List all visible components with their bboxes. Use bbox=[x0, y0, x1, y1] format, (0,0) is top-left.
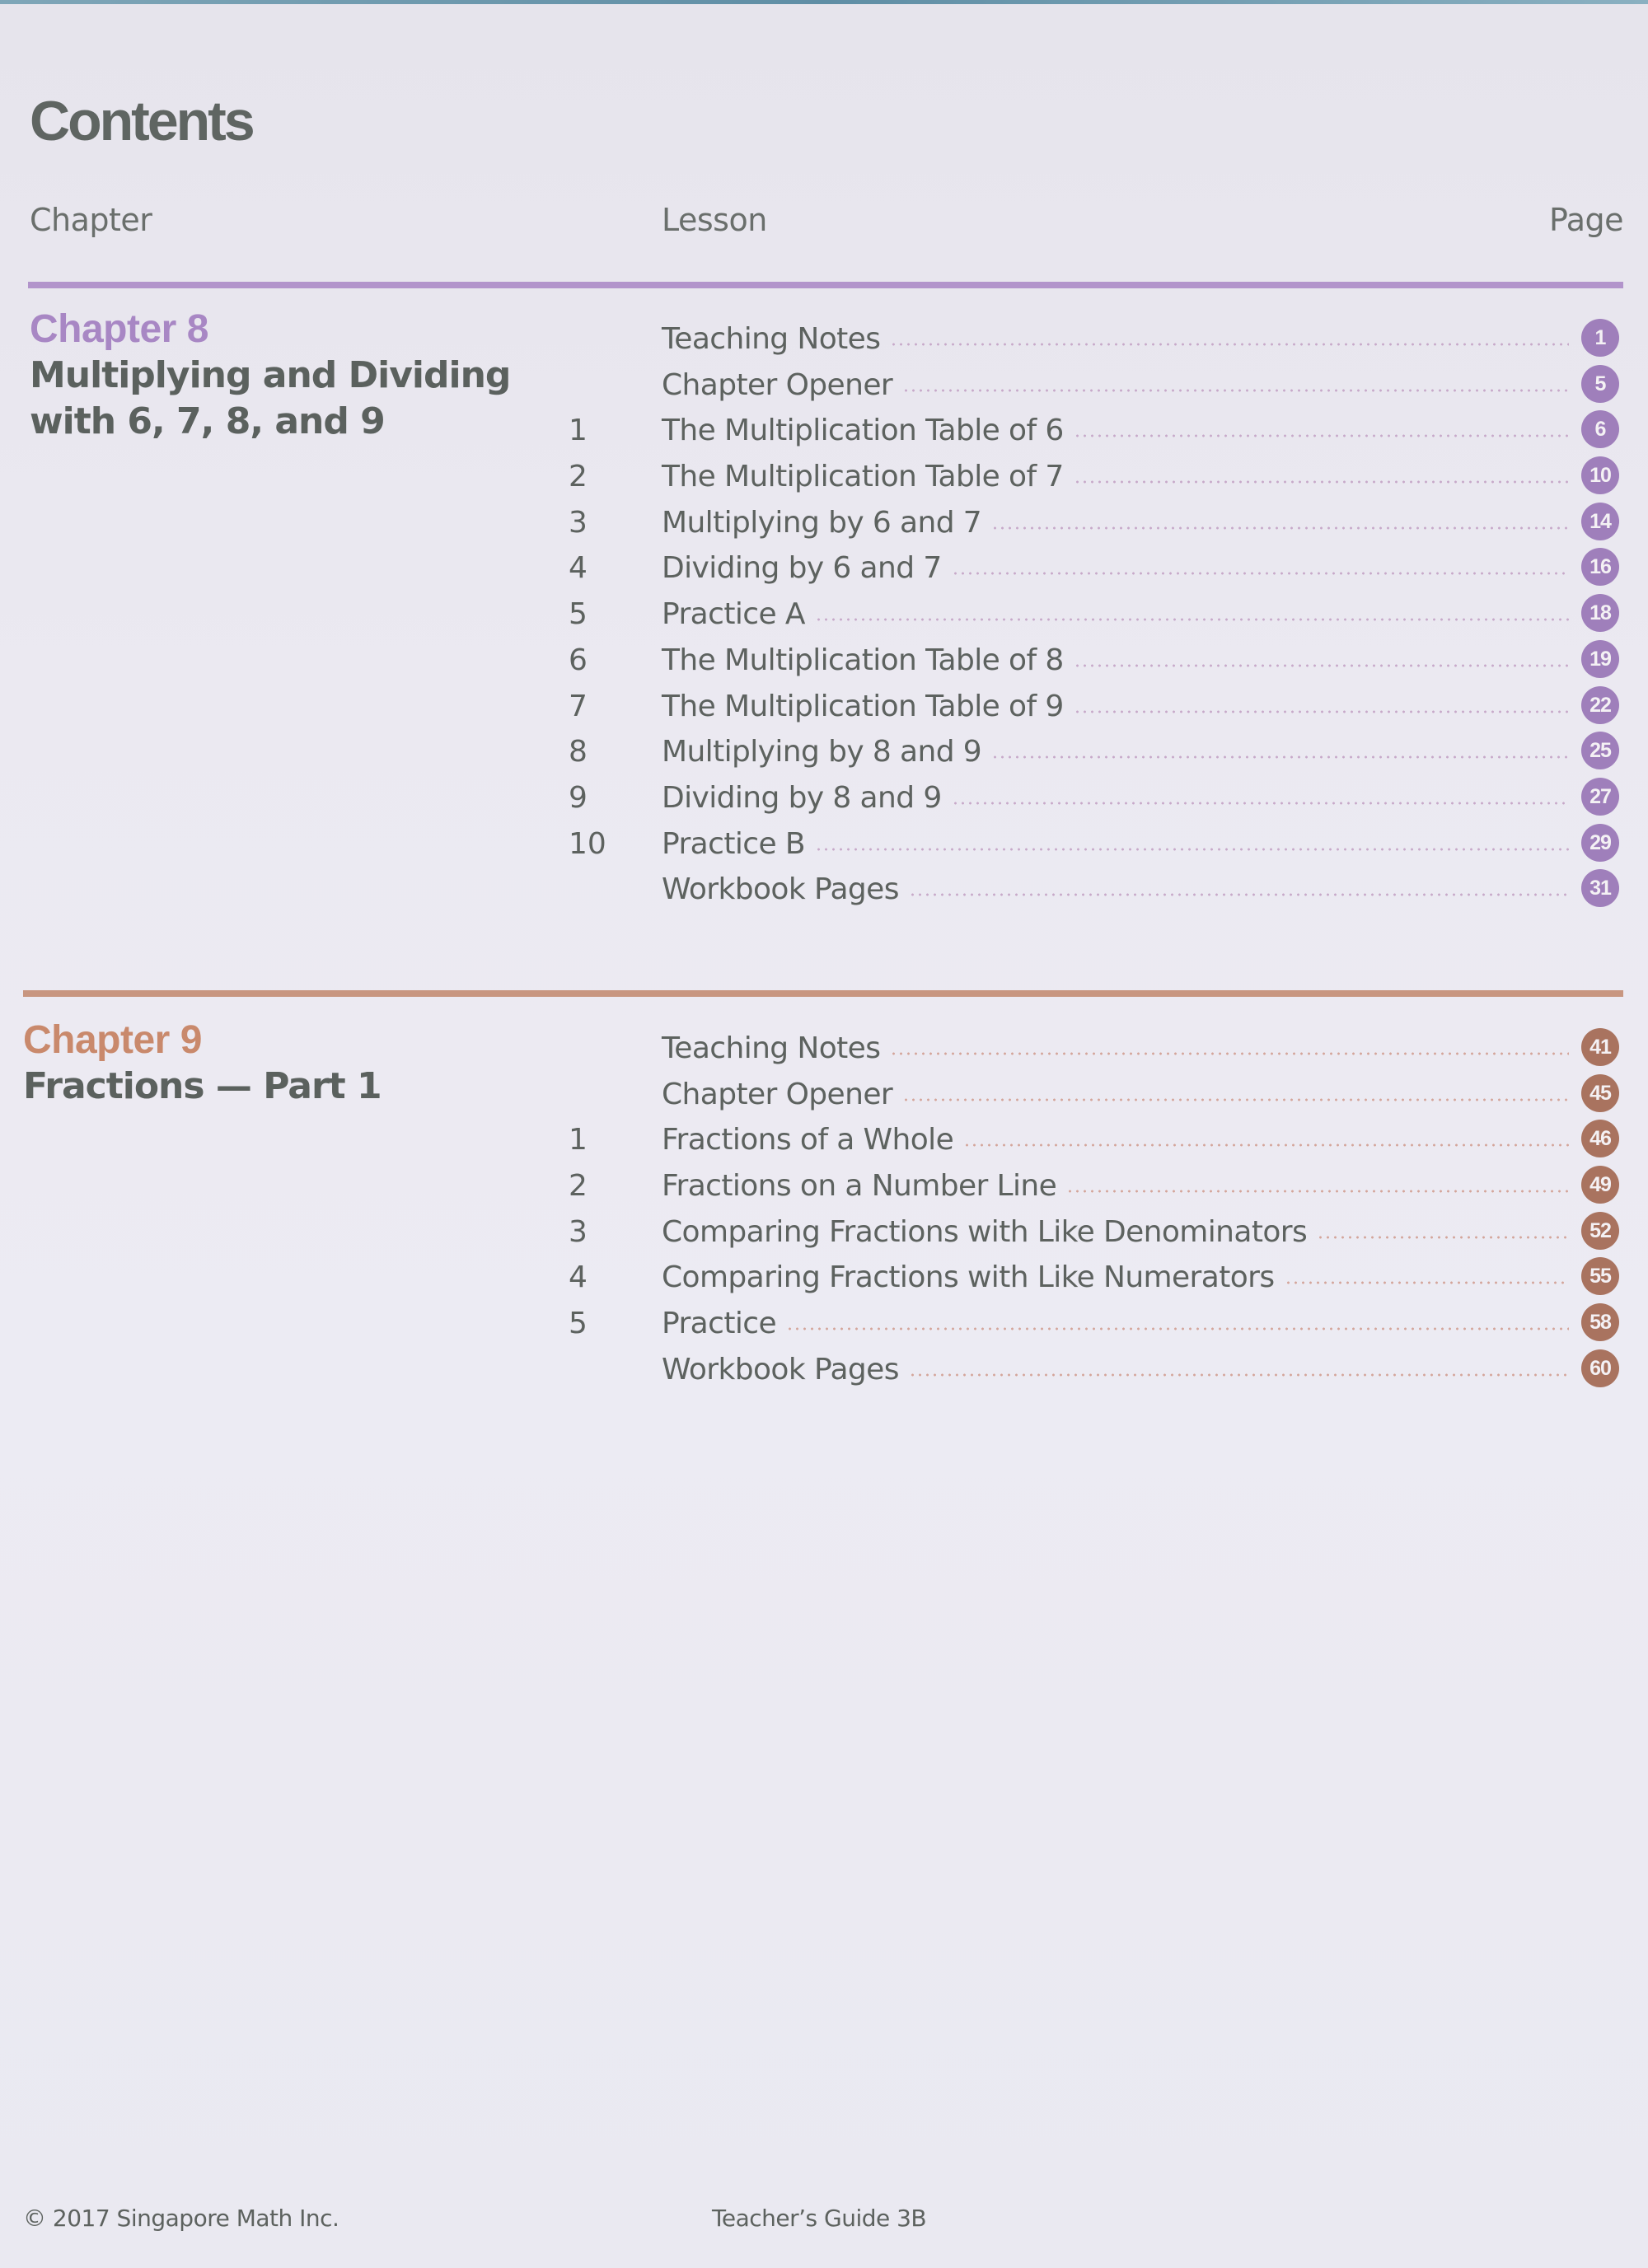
page-number-badge[interactable]: 46 bbox=[1581, 1120, 1619, 1157]
dot-leader bbox=[786, 1327, 1569, 1330]
chapter-9-lesson-list bbox=[0, 1026, 1648, 1394]
page-number-badge[interactable]: 55 bbox=[1581, 1257, 1619, 1295]
dot-leader bbox=[815, 618, 1569, 621]
lesson-title[interactable]: Comparing Fractions with Like Denominators bbox=[662, 1214, 1308, 1249]
toc-entry[interactable] bbox=[0, 455, 1648, 501]
page-top-edge bbox=[0, 0, 1648, 4]
lesson-line bbox=[662, 643, 1569, 677]
toc-entry[interactable] bbox=[0, 317, 1648, 363]
lesson-title[interactable]: Workbook Pages bbox=[662, 872, 899, 907]
page-number-badge[interactable]: 31 bbox=[1581, 869, 1619, 907]
lesson-number: 2 bbox=[569, 1169, 588, 1204]
lesson-line bbox=[662, 414, 1569, 447]
lesson-number: 5 bbox=[569, 1307, 588, 1341]
lesson-title[interactable]: The Multiplication Table of 6 bbox=[662, 414, 1064, 448]
lesson-line bbox=[662, 781, 1569, 815]
toc-entry[interactable] bbox=[0, 685, 1648, 731]
lesson-title[interactable]: Fractions of a Whole bbox=[662, 1123, 954, 1157]
toc-entry[interactable] bbox=[0, 1164, 1648, 1210]
lesson-title[interactable]: Practice bbox=[662, 1307, 776, 1341]
page-number-badge[interactable]: 10 bbox=[1581, 456, 1619, 494]
chapter-title-line-1: Multiplying and Dividing bbox=[30, 354, 511, 396]
dot-leader bbox=[909, 893, 1569, 896]
lesson-line bbox=[662, 597, 1569, 631]
toc-entry[interactable] bbox=[0, 776, 1648, 822]
lesson-number: 4 bbox=[569, 551, 588, 586]
page-number-badge[interactable]: 1 bbox=[1581, 319, 1619, 357]
dot-leader bbox=[952, 802, 1569, 805]
page-number-badge[interactable]: 25 bbox=[1581, 732, 1619, 769]
toc-entry[interactable] bbox=[0, 822, 1648, 868]
dot-leader bbox=[991, 755, 1569, 759]
lesson-line bbox=[662, 322, 1569, 356]
dot-leader bbox=[1074, 480, 1569, 484]
lesson-title[interactable]: Multiplying by 8 and 9 bbox=[662, 735, 982, 769]
lesson-line bbox=[662, 1353, 1569, 1387]
footer-copyright: © 2017 Singapore Math Inc. bbox=[23, 2205, 339, 2232]
lesson-number: 8 bbox=[569, 735, 588, 769]
dot-leader bbox=[909, 1373, 1569, 1377]
toc-entry[interactable] bbox=[0, 1302, 1648, 1348]
dot-leader bbox=[1285, 1281, 1569, 1284]
lesson-line bbox=[662, 551, 1569, 585]
dot-leader bbox=[991, 526, 1569, 530]
toc-entry[interactable] bbox=[0, 867, 1648, 914]
lesson-title[interactable]: Practice A bbox=[662, 597, 805, 632]
page-number-badge[interactable]: 52 bbox=[1581, 1212, 1619, 1250]
page-number-badge[interactable]: 18 bbox=[1581, 594, 1619, 632]
dot-leader bbox=[1317, 1236, 1569, 1239]
lesson-number: 3 bbox=[569, 1214, 588, 1249]
page-number-badge[interactable]: 19 bbox=[1581, 640, 1619, 678]
page-number-badge[interactable]: 45 bbox=[1581, 1074, 1619, 1112]
page-number-badge[interactable]: 29 bbox=[1581, 824, 1619, 862]
lesson-line bbox=[662, 1307, 1569, 1340]
dot-leader bbox=[952, 572, 1569, 575]
lesson-title[interactable]: Multiplying by 6 and 7 bbox=[662, 505, 982, 540]
toc-entry[interactable] bbox=[0, 1026, 1648, 1073]
toc-entry[interactable] bbox=[0, 638, 1648, 685]
lesson-line bbox=[662, 872, 1569, 906]
lesson-title[interactable]: Dividing by 8 and 9 bbox=[662, 780, 942, 815]
lesson-title[interactable]: The Multiplication Table of 9 bbox=[662, 689, 1064, 723]
lesson-line bbox=[662, 827, 1569, 861]
lesson-title[interactable]: Chapter Opener bbox=[662, 1077, 893, 1111]
toc-entry[interactable] bbox=[0, 1348, 1648, 1394]
dot-leader bbox=[1074, 434, 1569, 437]
lesson-title[interactable]: Dividing by 6 and 7 bbox=[662, 551, 942, 586]
page-number-badge[interactable]: 58 bbox=[1581, 1303, 1619, 1341]
lesson-number: 3 bbox=[569, 505, 588, 540]
column-header-page: Page bbox=[1549, 202, 1623, 238]
dot-leader bbox=[963, 1143, 1569, 1147]
lesson-line bbox=[662, 1260, 1569, 1294]
chapter-9-divider bbox=[23, 990, 1623, 997]
lesson-number: 1 bbox=[569, 414, 588, 448]
lesson-title[interactable]: Practice B bbox=[662, 826, 805, 861]
lesson-number: 6 bbox=[569, 643, 588, 677]
lesson-line bbox=[662, 1123, 1569, 1157]
toc-entry[interactable] bbox=[0, 1118, 1648, 1164]
dot-leader bbox=[1074, 710, 1569, 713]
toc-entry[interactable] bbox=[0, 1256, 1648, 1302]
dot-leader bbox=[890, 343, 1569, 346]
chapter-8-divider bbox=[28, 282, 1623, 288]
page-number-badge[interactable]: 22 bbox=[1581, 686, 1619, 724]
toc-entry[interactable] bbox=[0, 730, 1648, 776]
lesson-line bbox=[662, 735, 1569, 769]
lesson-line bbox=[662, 506, 1569, 540]
footer-book-title: Teacher’s Guide 3B bbox=[712, 2205, 927, 2232]
lesson-title[interactable]: The Multiplication Table of 7 bbox=[662, 460, 1064, 494]
chapter-title-line-2: with 6, 7, 8, and 9 bbox=[30, 400, 385, 442]
chapter-label: Chapter 8 bbox=[30, 307, 208, 351]
page-number-badge[interactable]: 49 bbox=[1581, 1166, 1619, 1204]
column-header-lesson: Lesson bbox=[662, 202, 767, 238]
lesson-title[interactable]: Workbook Pages bbox=[662, 1352, 899, 1387]
lesson-line bbox=[662, 1215, 1569, 1249]
toc-entry[interactable] bbox=[0, 1073, 1648, 1119]
lesson-number: 4 bbox=[569, 1260, 588, 1295]
chapter-label: Chapter 9 bbox=[23, 1018, 202, 1062]
lesson-title[interactable]: Chapter Opener bbox=[662, 367, 893, 402]
toc-entry[interactable] bbox=[0, 592, 1648, 638]
lesson-number: 9 bbox=[569, 780, 588, 815]
page-number-badge[interactable]: 27 bbox=[1581, 778, 1619, 816]
lesson-number: 5 bbox=[569, 597, 588, 632]
chapter-8-lesson-list bbox=[0, 317, 1648, 914]
dot-leader bbox=[1074, 664, 1569, 667]
lesson-title[interactable]: Teaching Notes bbox=[662, 322, 881, 356]
lesson-title[interactable]: Teaching Notes bbox=[662, 1031, 881, 1065]
column-header-chapter: Chapter bbox=[30, 202, 152, 238]
lesson-line bbox=[662, 1078, 1569, 1111]
chapter-title-line-1: Fractions — Part 1 bbox=[23, 1065, 382, 1107]
toc-entry[interactable] bbox=[0, 546, 1648, 592]
lesson-number: 1 bbox=[569, 1123, 588, 1157]
toc-entry[interactable] bbox=[0, 501, 1648, 547]
lesson-title[interactable]: The Multiplication Table of 8 bbox=[662, 643, 1064, 677]
lesson-line bbox=[662, 368, 1569, 402]
page-number-badge[interactable]: 14 bbox=[1581, 503, 1619, 540]
lesson-line bbox=[662, 690, 1569, 723]
toc-entry[interactable] bbox=[0, 1210, 1648, 1256]
page-number-badge[interactable]: 5 bbox=[1581, 365, 1619, 403]
dot-leader bbox=[902, 389, 1569, 392]
lesson-title[interactable]: Fractions on a Number Line bbox=[662, 1169, 1057, 1204]
page-number-badge[interactable]: 41 bbox=[1581, 1028, 1619, 1066]
toc-entry[interactable] bbox=[0, 363, 1648, 409]
dot-leader bbox=[815, 848, 1569, 851]
page-title: Contents bbox=[30, 90, 253, 152]
lesson-number: 10 bbox=[569, 826, 606, 861]
page-number-badge[interactable]: 16 bbox=[1581, 548, 1619, 586]
lesson-line bbox=[662, 1169, 1569, 1203]
lesson-line bbox=[662, 1031, 1569, 1065]
dot-leader bbox=[902, 1098, 1569, 1101]
lesson-line bbox=[662, 460, 1569, 493]
lesson-number: 7 bbox=[569, 689, 588, 723]
lesson-number: 2 bbox=[569, 460, 588, 494]
lesson-title[interactable]: Comparing Fractions with Like Numerators bbox=[662, 1260, 1275, 1295]
dot-leader bbox=[1066, 1190, 1569, 1193]
toc-entry[interactable] bbox=[0, 409, 1648, 455]
page-number-badge[interactable]: 6 bbox=[1581, 410, 1619, 448]
page-number-badge[interactable]: 60 bbox=[1581, 1349, 1619, 1387]
dot-leader bbox=[890, 1052, 1569, 1055]
